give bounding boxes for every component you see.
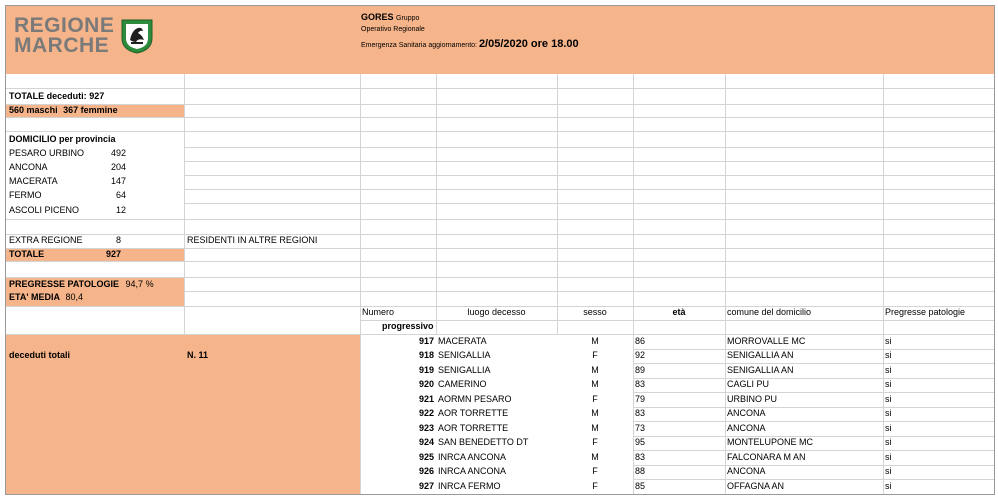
sesso-cell: M [591,336,599,346]
extra-regione-note: RESIDENTI IN ALTRE REGIONI [187,235,318,245]
grid-col-4 [557,74,558,334]
maschi-label: maschi [26,105,58,115]
eta-cell: 83 [635,408,646,418]
patologie-cell: si [885,408,892,418]
grid-row [184,147,994,148]
comune-cell: URBINO PU [727,394,778,404]
patologie-cell: si [885,481,892,491]
eta-media-value: 80,4 [65,292,84,302]
comune-cell: SENIGALLIA AN [727,365,794,375]
header-pregresse: Pregresse patologie [885,307,966,317]
progressivo-cell: 926 [418,466,434,476]
comune-cell: ANCONA [727,408,766,418]
extra-regione-label: EXTRA REGIONE [9,235,83,245]
progressivo-cell: 924 [418,437,434,447]
eta-cell: 73 [635,423,646,433]
sesso-cell: M [591,365,599,375]
progressivo-cell: 922 [418,408,434,418]
grid-row [184,291,994,292]
progressivo-cell: 919 [418,365,434,375]
grid-row [633,436,994,437]
grid-row [633,421,994,422]
spreadsheet-page [5,5,995,495]
grid-col-7 [883,74,884,494]
deceduti-totali-value: N. 11 [187,350,209,360]
province-name: FERMO [9,190,42,200]
comune-cell: ANCONA [727,423,766,433]
aggiornamento-label: aggiornamento: [428,42,477,49]
progressivo-cell: 927 [418,481,434,491]
patologie-cell: si [885,336,892,346]
sex-breakdown [9,104,118,117]
grid-row [633,450,994,451]
grid-row [184,189,994,190]
eta-media [9,291,83,304]
eta-media-label: ETA' MEDIA [9,292,60,302]
grid-row [6,234,994,235]
progressivo-cell: 925 [418,452,434,462]
luogo-cell: INRCA ANCONA [438,452,507,462]
grid-col-6 [725,74,726,494]
sesso-cell: F [592,466,598,476]
luogo-cell: MACERATA [438,336,487,346]
grid-row [633,378,994,379]
domicilio-title: DOMICILIO per provincia [9,134,116,144]
header-progressivo: progressivo [382,321,434,331]
luogo-cell: AOR TORRETTE [438,423,509,433]
province-name: ASCOLI PICENO [9,205,80,215]
extra-regione-value: 8 [115,235,121,245]
totale-deceduti-label: TOTALE deceduti: [9,91,87,101]
patologie-cell: si [885,350,892,360]
progressivo-cell: 918 [418,350,434,360]
grid-col-1 [184,74,185,334]
emergenza-label: Emergenza Sanitaria [361,42,427,49]
luogo-cell: AOR TORRETTE [438,408,509,418]
eta-cell: 88 [635,466,646,476]
comune-cell: CAGLI PU [727,379,770,389]
province-name: ANCONA [9,162,48,172]
deceduti-totali-label: deceduti totali [9,350,71,360]
comune-cell: FALCONARA M AN [727,452,806,462]
grid-row [6,131,994,132]
comune-cell: MONTELUPONE MC [727,437,814,447]
grid-row [633,407,994,408]
luogo-cell: INRCA ANCONA [438,466,507,476]
patologie-cell: si [885,437,892,447]
patologie-cell: si [885,466,892,476]
sesso-cell: M [591,408,599,418]
totale-deceduti-value: 927 [89,91,105,101]
progressivo-cell: 921 [418,394,434,404]
gruppo-label: Gruppo [396,15,420,22]
progressivo-cell: 920 [418,379,434,389]
eta-cell: 89 [635,365,646,375]
sesso-cell: M [591,379,599,389]
grid-row [184,161,994,162]
aggiornamento-value: 2/05/2020 ore 18.00 [478,38,579,50]
pregresse-patologie [9,278,154,291]
header-sesso: sesso [583,307,607,317]
grid-row [633,479,994,480]
grid-row [633,363,994,364]
grid-row [633,392,994,393]
grid-row [184,175,994,176]
luogo-cell: SAN BENEDETTO DT [438,437,529,447]
patologie-cell: si [885,365,892,375]
totale-deceduti [9,90,104,103]
grid-row [6,261,994,262]
progressivo-cell: 917 [418,336,434,346]
province-name: PESARO URBINO [9,148,85,158]
grid-row [6,334,994,335]
gores-title [361,12,419,24]
luogo-cell: AORMN PESARO [438,394,512,404]
grid-row [6,277,994,278]
grid-col-3 [436,74,437,334]
eta-cell: 83 [635,379,646,389]
eta-cell: 85 [635,481,646,491]
province-value: 492 [110,148,126,158]
sesso-cell: M [591,423,599,433]
luogo-cell: CAMERINO [438,379,487,389]
totale-value: 927 [105,249,121,259]
province-name: MACERATA [9,176,58,186]
maschi-value: 560 [9,105,25,115]
header-luogo: luogo decesso [467,307,526,317]
province-value: 147 [110,176,126,186]
logo-line-1: REGIONE [14,14,115,37]
grid-row [6,248,994,249]
comune-cell: OFFAGNA AN [727,481,785,491]
grid-row [184,203,994,204]
patologie-cell: si [885,394,892,404]
grid-row [6,117,994,118]
patologie-cell: si [885,379,892,389]
grid-row [360,320,994,321]
pregresse-label: PREGRESSE PATOLOGIE [9,279,120,289]
grid-row [633,349,994,350]
luogo-cell: INRCA FERMO [438,481,501,491]
totale-label: TOTALE [9,249,45,259]
header-comune: comune del domicilio [727,307,812,317]
patologie-cell: si [885,452,892,462]
luogo-cell: SENIGALLIA [438,350,491,360]
progressivo-cell: 923 [418,423,434,433]
logo-line-2: MARCHE [14,34,110,57]
update-line [361,38,579,50]
luogo-cell: SENIGALLIA [438,365,491,375]
eta-cell: 79 [635,394,646,404]
eta-cell: 83 [635,452,646,462]
sesso-cell: F [592,481,598,491]
grid-row [6,219,994,220]
header-eta: età [672,307,686,317]
grid-col-5 [633,74,634,494]
gores-label: GORES [361,12,394,22]
sesso-cell: F [592,437,598,447]
header-numero: Numero [362,307,395,317]
eta-cell: 95 [635,437,646,447]
pregresse-value: 94,7 % [125,279,154,289]
region-emblem-icon [120,18,154,54]
operativo-label: Operativo Regionale [361,26,425,33]
femmine-label: femmine [80,105,118,115]
patologie-cell: si [885,423,892,433]
femmine-value: 367 [63,105,79,115]
sesso-cell: M [591,452,599,462]
comune-cell: ANCONA [727,466,766,476]
comune-cell: MORROVALLE MC [727,336,806,346]
province-value: 204 [110,162,126,172]
province-value: 64 [115,190,126,200]
sesso-cell: F [592,394,598,404]
eta-cell: 92 [635,350,646,360]
grid-row [6,104,994,105]
province-value: 12 [115,205,126,215]
grid-row [6,88,994,89]
grid-row [633,465,994,466]
sesso-cell: F [592,350,598,360]
eta-cell: 86 [635,336,646,346]
comune-cell: SENIGALLIA AN [727,350,794,360]
